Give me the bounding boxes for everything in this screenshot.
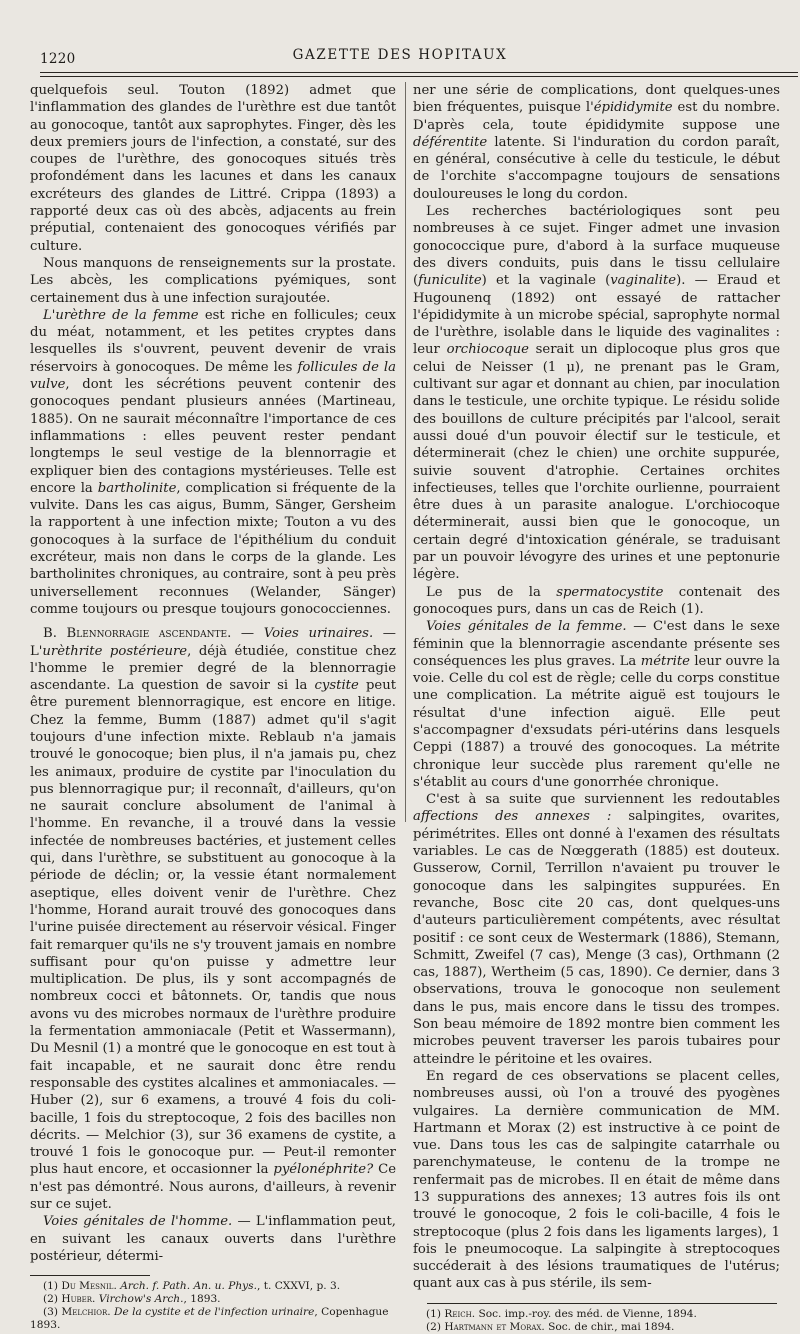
- paragraph: L'urèthre de la femme est riche en follicules; ceux du méat, notamment, et les petites cryptes dans lesquelles ils s'ouvrent, peuvent devenir de vrais réservoirs à gonocoques. De même les follicules de la vulve, dont les sécrétions peuvent contenir des gonocoques pendant plusieurs années (Martineau, 1885). On ne saurait méconnaître l'importance de ces inflammations : elles peuvent rester pendant longtemps le seul vestige de la blennorragie et expliquer bien des contagions mystérieuses. Telle est encore la bartholinite, complication si fréquente de la vulvite. Dans les cas aigus, Bumm, Sänger, Gersheim la rapportent à une infection mixte; Touton a vu des gonocoques à la surface de l'épithélium du conduit excréteur, mais non dans le corps de la glande. Les bartholinites chroniques, au contraire, sont à peu près universellement reconnues (Welander, Sänger) comme toujours ou presque toujours gonococciennes.: [30, 307, 396, 617]
- running-head: GAZETTE DES HOPITAUX: [292, 47, 508, 63]
- paragraph: En regard de ces observations se placent celles, nombreuses aussi, où l'on a trouvé des pyogènes vulgaires. La dernière communication de MM. Hartmann et Morax (2) est instructive à ce point de vue. Dans tous les cas de salpingite catarrhale ou parenchymateuse, le contenu de la trompe ne renfermait pas de microbes. Il en était de même dans 13 suppurations des annexes; 13 autres fois ils ont trouvé le gonocoque, 2 fois le coli-bacille, 4 fois le streptocoque (plus 2 fois dans les ligaments larges), 1 fois le pneumocoque. La salpingite à streptocoques succéderait à des lésions traumatiques de l'utérus; quant aux cas à pus stérile, ils sem-: [413, 1068, 780, 1292]
- page-number: 1220: [40, 51, 76, 67]
- section-heading: B. Blennorragie ascendante.: [43, 626, 232, 642]
- footnote-rule: [30, 1275, 150, 1276]
- paragraph: Le pus de la spermatocystite contenait des gonocoques purs, dans un cas de Reich (1).: [413, 584, 780, 617]
- footnote-rule: [427, 1303, 777, 1304]
- footnote: (1) Du Mesnil. Arch. f. Path. An. u. Phys., t. CXXVI, p. 3.: [43, 1280, 341, 1293]
- paragraph: ner une série de complications, dont quelques-unes bien fréquentes, puisque l'épididymite est du nombre. D'après cela, toute épididymite suppose une déférentite latente. Si l'induration du cordon paraît, en général, consécutive à celle du testicule, le début de l'orchite s'accompagne toujours de sensations douloureuses le long du cordon.: [413, 83, 781, 202]
- paragraph: quelquefois seul. Touton (1892) admet que l'inflammation des glandes de l'urèthre est due tantôt au gonocoque, tantôt aux saprophytes. Finger, dès les deux premiers jours de l'infection, a constaté, sur des coupes de l'urèthre, des gonocoques situés très profondément dans les lacunes et dans les canaux excréteurs des glandes de Littré. Crippa (1893) a rapporté deux cas où des abcès, adjacents au frein préputial, contenaient des gonocoques vérifiés par culture.: [30, 83, 396, 254]
- header-rule: [40, 72, 798, 73]
- footnote: (3) Melchior. De la cystite et de l'infection urinaire, Copenhague 1893.: [30, 1306, 389, 1332]
- column-divider: [405, 82, 406, 822]
- paragraph: Les recherches bactériologiques sont peu nombreuses à ce sujet. Finger admet une invasion gonococcique pure, d'abord à la surface muqueuse des divers conduits, puis dans le tissu cellulaire (funiculite) et la vaginale (vaginalite). — Eraud et Hugounenq (1892) ont essayé de rattacher l'épididymite à un microbe spécial, saprophyte normal de l'urèthre, isolable dans le liquide des vaginalites : leur orchiocoque serait un diplocoque plus gros que celui de Neisser (1 μ), ne prenant pas le Gram, cultivant sur agar et donnant au chien, par inoculation dans le testicule, une orchite typique. Le résidu solide des bouillons de culture précipités par l'alcool, serait aussi doué d'un pouvoir électif sur le testicule, et déterminerait (chez le chien) une orchite suppurée, suivie souvent d'atrophie. Certaines orchites infectieuses, telles que l'orchite ourlienne, pourraient être dues à un parasite analogue. L'orchiocoque déterminerait, aussi bien que le gonocoque, un certain degré d'intoxication générale, se traduisant par un pouvoir lévogyre des urines et une peptonurie légère.: [413, 204, 780, 583]
- header-rule-thin: [40, 76, 798, 77]
- footnote: (1) Reich. Soc. imp.-roy. des méd. de Vienne, 1894.: [426, 1307, 697, 1320]
- paragraph: Nous manquons de renseignements sur la prostate. Les abcès, les complications pyémiques, sont certainement dus à une infection surajoutée.: [30, 255, 396, 306]
- footnote: (2) Hartmann et Morax. Soc. de chir., mai 1894.: [426, 1320, 675, 1333]
- section-paragraph: B. Blennorragie ascendante. — Voies urinaires. — L'urèthrite postérieure, déjà étudiée, constitue chez l'homme le premier degré de la blennorragie ascendante. La question de savoir si la cystite peut être purement blennorragique, est encore en litige. Chez la femme, Bumm (1887) admet qu'il s'agit toujours d'une infection mixte. Reblaub n'a jamais trouvé le gonocoque; bien plus, il n'a jamais pu, chez les animaux, produire de cystite par l'inoculation du pus blennorragique pur; il reconnaît, d'ailleurs, qu'on ne saurait conclure absolument de l'animal à l'homme. En revanche, il a trouvé dans la vessie infectée de nombreuses bactéries, et justement celles qui, dans l'urèthre, se substituent au gonocoque à la période de déclin; or, la vessie étant normalement aseptique, elles doivent venir de l'urèthre. Chez l'homme, Horand aurait trouvé des gonocoques dans l'urine puisée directement au réservoir vésical. Finger fait remarquer qu'ils ne s'y trouvent jamais en nombre suffisant pour qu'on puisse y admettre leur multiplication. De plus, ils y sont accompagnés de nombreux cocci et bâtonnets. Or, tandis que nous avons vu des microbes normaux de l'urèthre produire la fermentation ammoniacale (Petit et Wassermann), Du Mesnil (1) a montré que le gonocoque en est tout à fait incapable, et ne saurait donc être rendu responsable des cystites alcalines et ammoniacales. — Huber (2), sur 6 examens, a trouvé 4 fois du coli-bacille, 1 fois du streptocoque, 2 fois des bacilles non décrits. — Melchior (3), sur 36 examens de cystite, a trouvé 1 fois le gonocoque pur. — Peut-il remonter plus haut encore, et occasionner la pyélonéphrite? Ce n'est pas démontré. Nous aurons, d'ailleurs, à revenir sur ce sujet.: [30, 626, 396, 1212]
- footnote: (2) Huber. Virchow's Arch., 1893.: [43, 1293, 221, 1306]
- left-column: [30, 82, 396, 1332]
- right-column: [413, 82, 780, 1334]
- paragraph: Voies génitales de l'homme. — L'inflammation peut, en suivant les canaux ouverts dans l'urèthre postérieur, détermi-: [30, 1214, 396, 1264]
- paragraph: Voies génitales de la femme. — C'est dans le sexe féminin que la blennorragie ascendante présente ses conséquences les plus graves. La métrite leur ouvre la voie. Celle du col est de règle; celle du corps constitue une complication. La métrite aiguë est toujours le résultat d'une infection aiguë. Elle peut s'accompagner d'exsudats péri-utérins dans lesquels Ceppi (1887) a trouvé des gonocoques. La métrite chronique leur succède plus rarement qu'elle ne s'établit au cours d'une gonorrhée chronique.: [413, 619, 781, 790]
- paragraph: C'est à sa suite que surviennent les redoutables affections des annexes : salpingites, ovarites, périmétrites. Elles ont donné à l'examen des résultats variables. Le cas de Nœggerath (1885) est douteux. Gusserow, Cornil, Terrillon n'avaient pu trouver le gonocoque dans les salpingites suppurées. En revanche, Bosc cite 20 cas, dont quelques-uns d'auteurs particulièrement compétents, avec résultat positif : ce sont ceux de Westermark (1886), Stemann, Schmitt, Zweifel (7 cas), Menge (3 cas), Orthmann (2 cas, 1887), Wertheim (5 cas, 1890). Ce dernier, dans 3 observations, trouva le gonocoque non seulement dans le pus, mais encore dans le tissu des trompes. Son beau mémoire de 1892 montre bien comment les microbes peuvent traverser les parois tubaires pour atteindre le péritoine et les ovaires.: [413, 792, 780, 1067]
